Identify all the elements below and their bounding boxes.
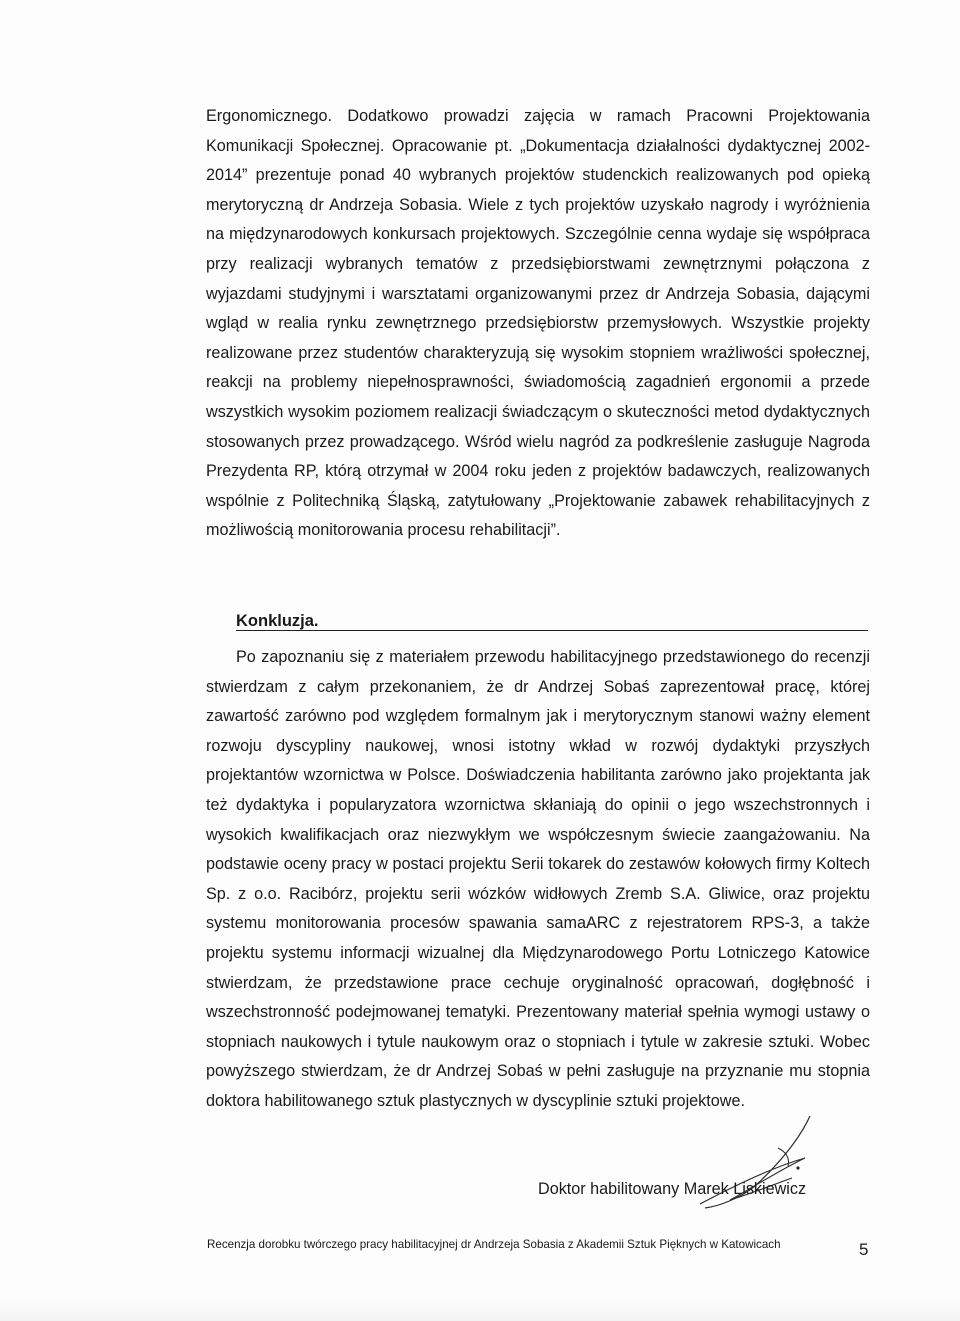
handwritten-signature [660,1108,830,1218]
body-paragraph-2: Po zapoznaniu się z materiałem przewodu habilitacyjnego przedstawionego do recenzji stwierdzam z całym przekonaniem, że dr Andrzej Sobaś zaprezentował pracę, której zawartość zarówno pod względem formalnym jak i merytorycznym stanowi ważny element rozwoju dyscypliny naukowej, wnosi istotny wkład w rozwój dydaktyki przyszłych projektantów wzornictwa w Polsce. Doświadczenia habilitanta zarówno jako projektanta jak też dydaktyka i popularyzatora wzornictwa skłaniają do opinii o jego wszechstronnych i wysokich kwalifikacjach oraz niezwykłym we współczesnym świecie zaangażowaniu. Na podstawie oceny pracy w postaci projektu Serii tokarek do zestawów kołowych firmy Koltech Sp. z o.o. Racibórz, projektu serii wózków widłowych Zremb S.A. Gliwice, oraz projektu systemu monitorowania procesów spawania samaARC z rejestratorem RPS-3, a także projektu systemu informacji wizualnej dla Międzynarodowego Portu Lotniczego Katowice stwierdzam, że przedstawione prace cechuje oryginalność opracowań, dogłębność i wszechstronność podejmowanej tematyki. Prezentowany materiał spełnia wymogi ustawy o stopniach naukowych i tytule naukowym oraz o stopniach i tytule w zakresie sztuki. Wobec powyższego stwierdzam, że dr Andrzej Sobaś w pełni zasługuje na przyznanie mu stopnia doktora habilitowanego sztuk plastycznych w dyscyplinie sztuki projektowe. [206,648,870,1110]
scan-bottom-edge [0,1300,960,1321]
signature-caption: Doktor habilitowany Marek Liskiewicz [538,1180,807,1198]
heading-underline [236,630,868,631]
body-paragraph-1: Ergonomicznego. Dodatkowo prowadzi zajęcia w ramach Pracowni Projektowania Komunikacji Społecznej. Opracowanie pt. „Dokumentacja działalności dydaktycznej 2002-2014” prezentuje ponad 40 wybranych projektów studenckich realizowanych pod opieką merytoryczną dr Andrzeja Sobasia. Wiele z tych projektów uzyskało nagrody i wyróżnienia na międzynarodowych konkursach projektowych. Szczególnie cenna wydaje się współpraca przy realizacji wybranych tematów z przedsiębiorstwami zewnętrznymi połączona z wyjazdami studyjnymi i warsztatami organizowanymi przez dr Andrzeja Sobasia, dającymi wgląd w realia rynku zewnętrznego przedsiębiorstw przemysłowych. Wszystkie projekty realizowane przez studentów charakteryzują się wysokim stopniem wrażliwości społecznej, reakcji na problemy niepełnosprawności, świadomością zagadnień ergonomii a przede wszystkich wysokim poziomem realizacji świadczącym o skuteczności metod dydaktycznych stosowanych przez prowadzącego. Wśród wielu nagród za podkreślenie zasługuje Nagroda Prezydenta RP, którą otrzymał w 2004 roku jeden z projektów badawczych, realizowanych wspólnie z Politechniką Śląską, zatytułowany „Projektowanie zabawek rehabilitacyjnych z możliwością monitorowania procesu rehabilitacji”. [206,107,870,540]
section-heading: Konkluzja. [236,612,319,630]
page-footer: Recenzja dorobku twórczego pracy habilitacyjnej dr Andrzeja Sobasia z Akademii Sztuk Pięknych w Katowicach [207,1238,781,1251]
page-number: 5 [859,1240,869,1259]
